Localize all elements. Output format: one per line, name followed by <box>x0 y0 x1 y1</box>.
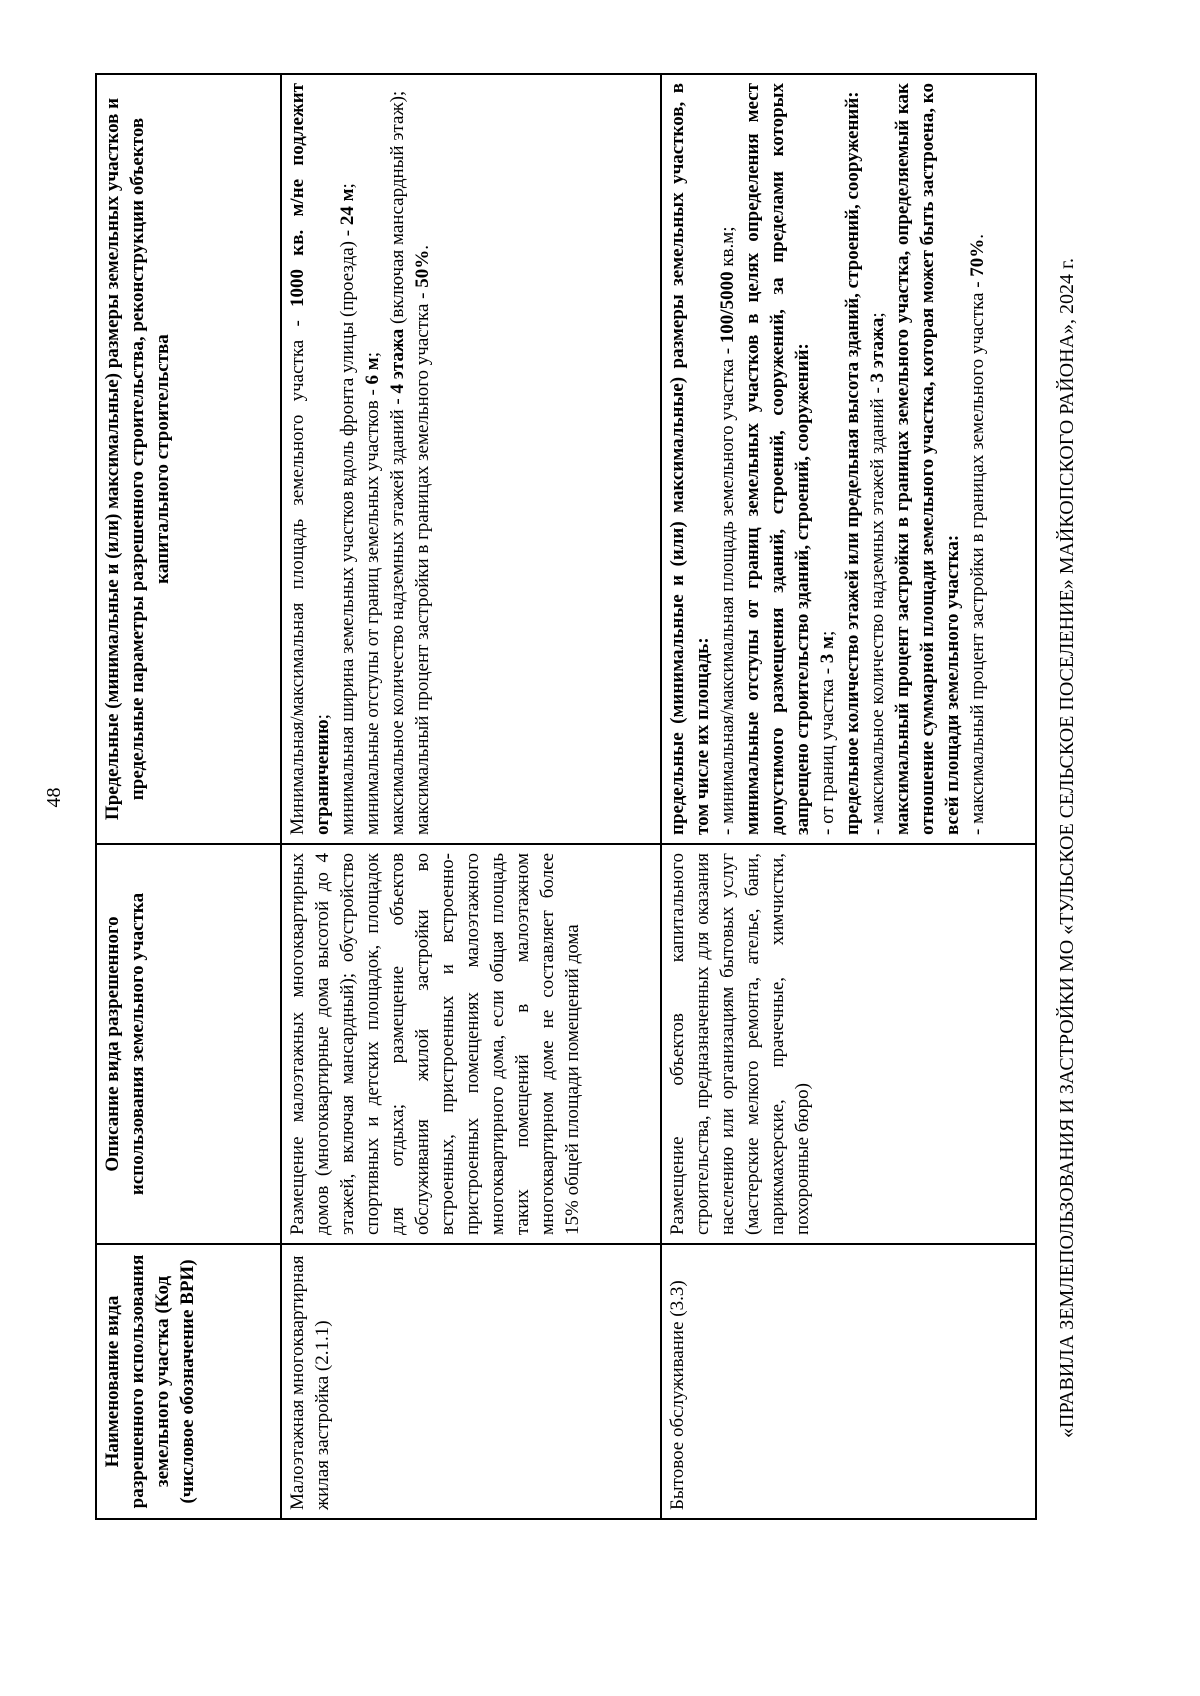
table-header-row <box>96 74 281 1519</box>
header-cell-name: Наименование вида разрешенного использования земельного участка (Код (числовое обозначение ВРИ) <box>96 1244 281 1519</box>
param-paragraph <box>285 83 335 835</box>
text-segment: ; <box>337 183 358 189</box>
text-segment: (включая мансардный этаж); <box>387 90 408 329</box>
text-segment: 3 м <box>817 636 838 664</box>
text-segment: максимальный процент застройки в границах земельного участка - <box>412 287 433 835</box>
text-segment: минимальные отступы от границ земельных участков - <box>362 384 383 835</box>
param-paragraph <box>385 83 410 835</box>
param-paragraph <box>965 83 990 835</box>
table-body <box>281 74 1036 1519</box>
text-segment: кв.м; <box>717 226 738 272</box>
text-segment: Минимальная/максимальная площадь земельного участка - <box>287 306 308 835</box>
param-paragraph <box>335 83 360 835</box>
cell-land-use-params <box>281 74 661 844</box>
text-segment: максимальный процент застройки в границах земельного участка, определяемый как отношение суммарной площади земельного участка, которая может быть застроена, ко всей площади земельного участка: <box>892 83 963 835</box>
param-paragraph <box>410 83 435 835</box>
text-segment: ; <box>867 312 888 318</box>
table-row <box>281 74 661 1519</box>
text-segment: - минимальная/максимальная площадь земельного участка - <box>717 343 738 835</box>
text-segment: 50% <box>412 249 433 288</box>
text-segment: ; <box>817 630 838 636</box>
param-paragraph <box>890 83 965 835</box>
param-paragraph <box>715 83 740 835</box>
text-segment: минимальные отступы от границ земельных участков в целях определения мест допустимого размещения зданий, строений, сооружений, за пределами которых запрещено строительство зданий, строений, сооружений: <box>742 83 813 835</box>
param-paragraph <box>360 83 385 835</box>
text-segment: 1000 кв. м/не подлежит ограничению <box>287 83 333 835</box>
land-use-table <box>95 73 1037 1520</box>
text-segment: - максимальное количество надземных этажей зданий - <box>867 382 888 835</box>
text-segment: 24 м <box>337 188 358 226</box>
text-segment: предельные (минимальные и (или) максимальные) размеры земельных участков, в том числе их площадь: <box>667 83 713 835</box>
param-paragraph <box>815 83 840 835</box>
param-paragraph <box>740 83 815 835</box>
text-segment: - максимальный процент застройки в границах земельного участка - <box>967 276 988 835</box>
page-number: 48 <box>43 787 65 808</box>
header-cell-params: Предельные (минимальные и (или) максимальные) размеры земельных участков и предельные параметры разрешенного строительства, реконструкции объектов капитального строительства <box>96 74 281 844</box>
cell-land-use-description: Размещение малоэтажных многоквартирных домов (многоквартирные дома высотой до 4 этажей, включая мансардный); обустройство спортивных и детских площадок, площадок для отдыха; размещение объектов обслуживания жилой застройки во встроенных, пристроенных и встроенно-пристроенных помещениях малоэтажного многоквартирного дома, если общая площадь таких помещений в малоэтажном многоквартирном доме не составляет более 15% общей площади помещений дома <box>281 844 661 1244</box>
text-segment: 70% <box>967 238 988 277</box>
text-segment: - от границ участка - <box>817 663 838 835</box>
param-paragraph <box>665 83 715 835</box>
cell-land-use-description: Размещение объектов капитального строительства, предназначенных для оказания населению или организациям бытовых услуг (мастерские мелкого ремонта, ателье, бани, парикмахерские, прачечные, химчистки, похоронные бюро) <box>661 844 1036 1244</box>
text-segment: ; <box>362 351 383 358</box>
text-segment: предельное количество этажей или предельная высота зданий, строений, сооружений: <box>842 91 863 835</box>
text-segment: 3 этажа <box>867 317 888 383</box>
header-cell-description: Описание вида разрешенного использования земельного участка <box>96 844 281 1244</box>
cell-land-use-params <box>661 74 1036 844</box>
text-segment: . <box>412 245 433 250</box>
text-segment: ; <box>312 714 333 720</box>
table-row <box>661 74 1036 1519</box>
document-footer: «ПРАВИЛА ЗЕМЛЕПОЛЬЗОВАНИЯ И ЗАСТРОЙКИ МО «ТУЛЬСКОЕ СЕЛЬСКОЕ ПОСЕЛЕНИЕ» МАЙКОПСКОГО РАЙОНА», 2024 г. <box>1056 258 1078 1438</box>
cell-land-use-name: Малоэтажная многоквартирная жилая застройка (2.1.1) <box>281 1244 661 1519</box>
param-paragraph <box>865 83 890 835</box>
param-paragraph <box>840 83 865 835</box>
text-segment: 100/5000 <box>717 271 738 344</box>
text-segment: . <box>967 233 988 239</box>
text-segment: 4 этажа <box>387 328 408 394</box>
text-segment: 6 м <box>362 357 383 385</box>
text-segment: максимальное количество надземных этажей зданий - <box>387 393 408 835</box>
text-segment: минимальная ширина земельных участков вдоль фронта улицы (проезда) - <box>337 225 358 835</box>
cell-land-use-name: Бытовое обслуживание (3.3) <box>661 1244 1036 1519</box>
